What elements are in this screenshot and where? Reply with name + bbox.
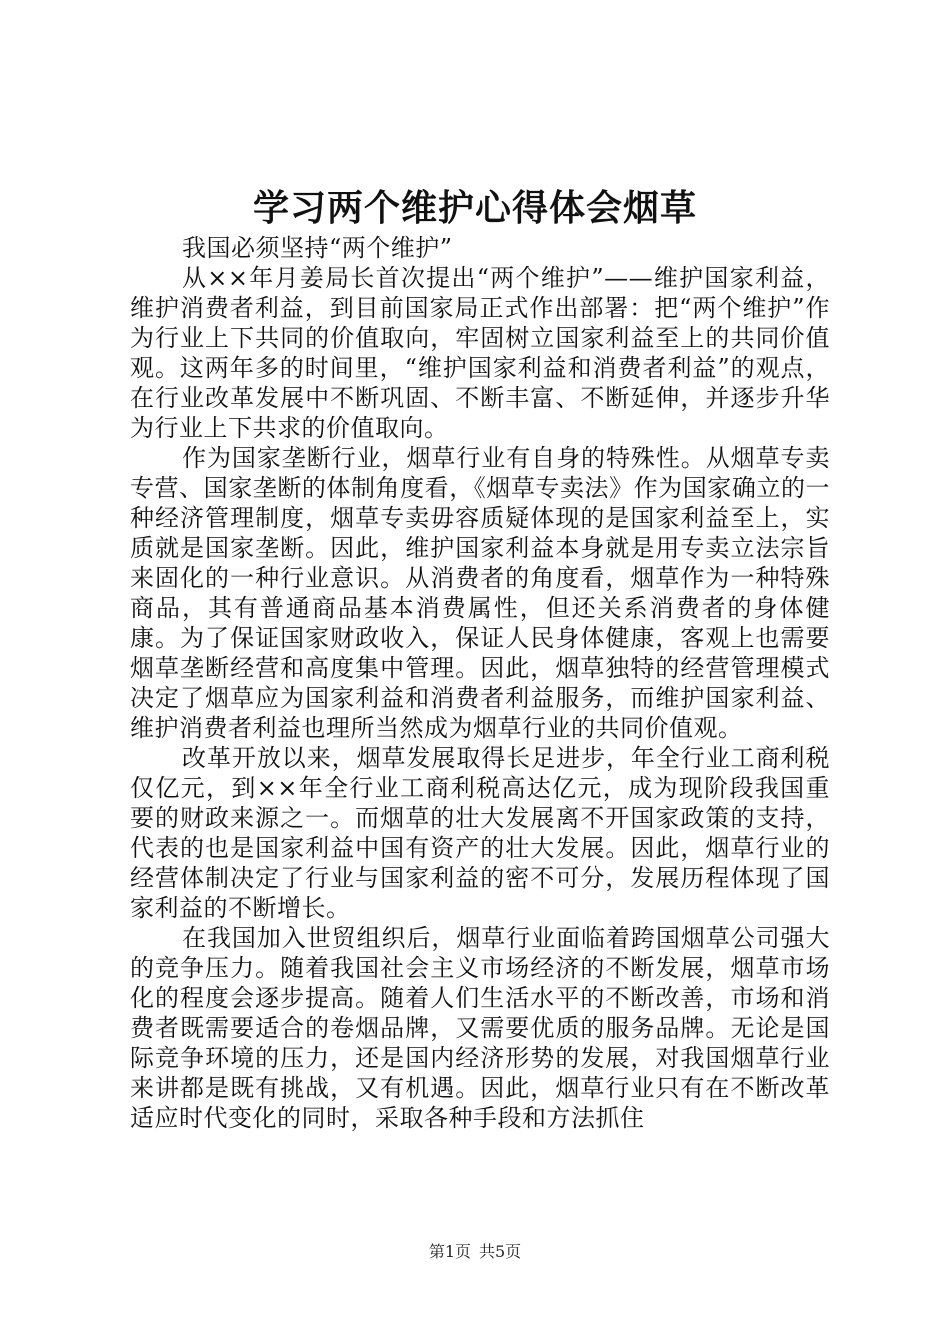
paragraph-subtitle: 我国必须坚持“两个维护” (182, 234, 453, 262)
document-title: 学习两个维护心得体会烟草 (252, 187, 697, 229)
paragraph: 在我国加入世贸组织后，烟草行业面临着跨国烟草公司强大的竞争压力。随着我国社会主义市场经济的不断发展，烟草市场化的程度会逐步提高。随着人们生活水平的不断改善，市场和消费者既需要适合的卷烟品牌，又需要优质的服务品牌。无论是国际竞争环境的压力，还是国内经济形势的发展，对我国烟草行业来讲都是既有挑战，又有机遇。因此，烟草行业只有在不断改革适应时代变化的同时，采取各种手段和方法抓住 (130, 924, 830, 1132)
paragraph: 作为国家垄断行业，烟草行业有自身的特殊性。从烟草专卖专营、国家垄断的体制角度看，《烟草专卖法》作为国家确立的一种经济管理制度，烟草专卖毋容质疑体现的是国家利益至上，实质就是国家垄断。因此，维护国家利益本身就是用专卖立法宗旨来固化的一种行业意识。从消费者的角度看，烟草作为一种特殊商品，其有普通商品基本消费属性，但还关系消费者的身体健康。为了保证国家财政收入，保证人民身体健康，客观上也需要烟草垄断经营和高度集中管理。因此，烟草独特的经营管理模式决定了烟草应为国家利益和消费者利益服务，而维护国家利益、维护消费者利益也理所当然成为烟草行业的共同价值观。 (130, 444, 830, 742)
page-total: 共5页 (479, 1242, 522, 1261)
paragraph: 改革开放以来，烟草发展取得长足进步，年全行业工商利税仅亿元，到××年全行业工商利税高达亿元，成为现阶段我国重要的财政来源之一。而烟草的壮大发展离不开国家政策的支持，代表的也是国家利益中国有资产的壮大发展。因此，烟草行业的经营体制决定了行业与国家利益的密不可分，发展历程体现了国家利益的不断增长。 (130, 744, 830, 922)
page-footer (0, 1240, 950, 1264)
page-number: 第1页 (428, 1242, 471, 1261)
document-body (130, 233, 830, 1133)
paragraph: 从××年月姜局长首次提出“两个维护”——维护国家利益，维护消费者利益，到目前国家局正式作出部署：把“两个维护”作为行业上下共同的价值取向，牢固树立国家利益至上的共同价值观。这两年多的时间里，“维护国家利益和消费者利益”的观点，在行业改革发展中不断巩固、不断丰富、不断延伸，并逐步升华为行业上下共求的价值取向。 (130, 264, 830, 442)
